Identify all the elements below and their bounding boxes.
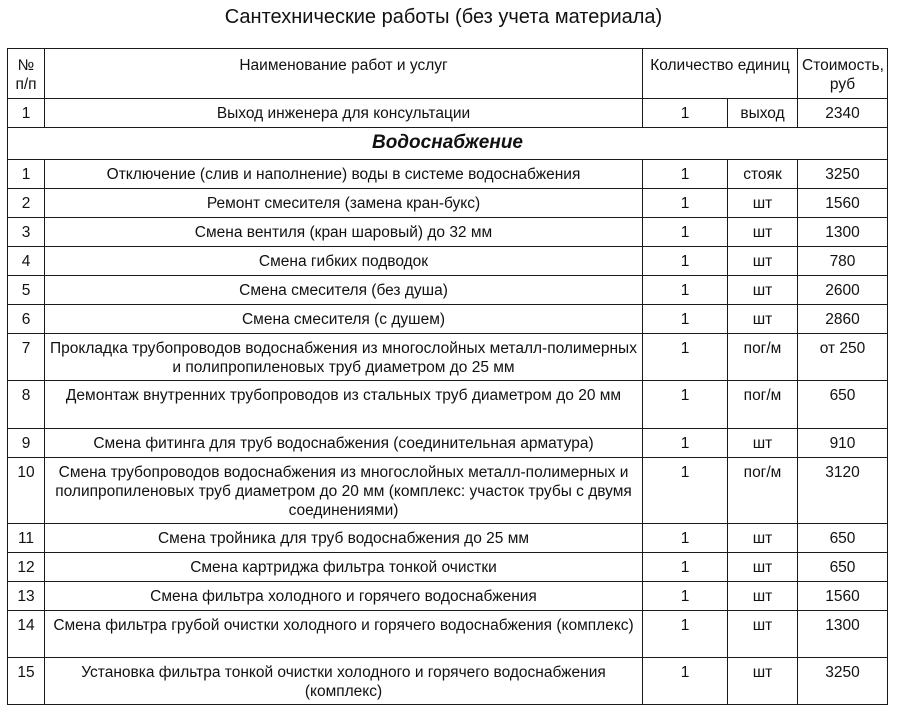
row-num: 2 <box>8 189 45 218</box>
table-row <box>8 247 888 276</box>
row-qty: 1 <box>643 218 728 247</box>
table-row <box>8 218 888 247</box>
row-qty: 1 <box>643 160 728 189</box>
row-unit: выход <box>728 99 798 128</box>
row-price: 3250 <box>798 160 888 189</box>
row-num: 3 <box>8 218 45 247</box>
row-name: Смена фильтра холодного и горячего водоснабжения <box>45 582 643 611</box>
row-qty: 1 <box>643 658 728 705</box>
row-num: 5 <box>8 276 45 305</box>
row-qty: 1 <box>643 99 728 128</box>
row-price: 1560 <box>798 189 888 218</box>
row-unit: шт <box>728 189 798 218</box>
row-qty: 1 <box>643 334 728 381</box>
price-table <box>7 48 888 705</box>
table-row <box>8 305 888 334</box>
row-price: 780 <box>798 247 888 276</box>
row-num: 1 <box>8 99 45 128</box>
row-name: Прокладка трубопроводов водоснабжения из многослойных металл-полимерных и полипропиленовых труб диаметром до 25 мм <box>45 334 643 381</box>
row-price: от 250 <box>798 334 888 381</box>
row-name: Смена трубопроводов водоснабжения из многослойных металл-полимерных и полипропиленовых труб диаметром до 20 мм (комплекс: участок трубы с двумя соединениями) <box>45 458 643 524</box>
row-num: 4 <box>8 247 45 276</box>
table-row <box>8 334 888 381</box>
row-price: 3120 <box>798 458 888 524</box>
row-num: 13 <box>8 582 45 611</box>
row-qty: 1 <box>643 381 728 429</box>
row-qty: 1 <box>643 458 728 524</box>
row-unit: шт <box>728 524 798 553</box>
header-name: Наименование работ и услуг <box>45 49 643 99</box>
row-name: Смена картриджа фильтра тонкой очистки <box>45 553 643 582</box>
row-name: Смена смесителя (с душем) <box>45 305 643 334</box>
row-qty: 1 <box>643 305 728 334</box>
page-title: Сантехнические работы (без учета материала) <box>224 6 663 28</box>
row-price: 650 <box>798 524 888 553</box>
row-price: 650 <box>798 381 888 429</box>
row-qty: 1 <box>643 611 728 658</box>
row-price: 2340 <box>798 99 888 128</box>
row-price: 2860 <box>798 305 888 334</box>
table-row <box>8 99 888 128</box>
row-unit: шт <box>728 553 798 582</box>
row-unit: пог/м <box>728 458 798 524</box>
row-unit: шт <box>728 429 798 458</box>
row-num: 7 <box>8 334 45 381</box>
row-qty: 1 <box>643 524 728 553</box>
row-num: 1 <box>8 160 45 189</box>
row-unit: шт <box>728 218 798 247</box>
row-num: 9 <box>8 429 45 458</box>
row-name: Смена тройника для труб водоснабжения до 25 мм <box>45 524 643 553</box>
row-name: Установка фильтра тонкой очистки холодного и горячего водоснабжения (комплекс) <box>45 658 643 705</box>
row-num: 12 <box>8 553 45 582</box>
table-row <box>8 658 888 705</box>
row-qty: 1 <box>643 189 728 218</box>
row-name: Смена вентиля (кран шаровый) до 32 мм <box>45 218 643 247</box>
row-name: Смена фильтра грубой очистки холодного и горячего водоснабжения (комплекс) <box>45 611 643 658</box>
row-unit: пог/м <box>728 334 798 381</box>
row-unit: шт <box>728 582 798 611</box>
table-header-row <box>8 49 888 99</box>
row-num: 8 <box>8 381 45 429</box>
row-qty: 1 <box>643 429 728 458</box>
header-num: № п/п <box>8 49 45 99</box>
row-name: Отключение (слив и наполнение) воды в системе водоснабжения <box>45 160 643 189</box>
row-name: Ремонт смесителя (замена кран-букс) <box>45 189 643 218</box>
header-qty: Количество единиц <box>643 49 798 99</box>
row-num: 14 <box>8 611 45 658</box>
price-table-body <box>8 49 888 705</box>
row-unit: шт <box>728 658 798 705</box>
row-name: Демонтаж внутренних трубопроводов из стальных труб диаметром до 20 мм <box>45 381 643 429</box>
row-name: Смена гибких подводок <box>45 247 643 276</box>
row-name: Смена фитинга для труб водоснабжения (соединительная арматура) <box>45 429 643 458</box>
row-unit: пог/м <box>728 381 798 429</box>
row-qty: 1 <box>643 276 728 305</box>
row-num: 15 <box>8 658 45 705</box>
row-name: Выход инженера для консультации <box>45 99 643 128</box>
table-row <box>8 524 888 553</box>
row-unit: шт <box>728 611 798 658</box>
section-row <box>8 128 888 160</box>
row-unit: шт <box>728 247 798 276</box>
row-price: 2600 <box>798 276 888 305</box>
row-unit: шт <box>728 305 798 334</box>
table-row <box>8 429 888 458</box>
row-qty: 1 <box>643 553 728 582</box>
row-price: 910 <box>798 429 888 458</box>
table-row <box>8 582 888 611</box>
table-row <box>8 160 888 189</box>
row-price: 1300 <box>798 218 888 247</box>
row-name: Смена смесителя (без душа) <box>45 276 643 305</box>
row-num: 11 <box>8 524 45 553</box>
row-unit: шт <box>728 276 798 305</box>
table-row <box>8 553 888 582</box>
table-row <box>8 189 888 218</box>
row-price: 1560 <box>798 582 888 611</box>
row-price: 3250 <box>798 658 888 705</box>
row-unit: стояк <box>728 160 798 189</box>
row-qty: 1 <box>643 582 728 611</box>
row-num: 6 <box>8 305 45 334</box>
table-row <box>8 611 888 658</box>
section-title: Водоснабжение <box>8 128 888 160</box>
row-price: 650 <box>798 553 888 582</box>
row-price: 1300 <box>798 611 888 658</box>
row-qty: 1 <box>643 247 728 276</box>
table-row <box>8 381 888 429</box>
table-row <box>8 276 888 305</box>
header-price: Стоимость, руб <box>798 49 888 99</box>
table-row <box>8 458 888 524</box>
row-num: 10 <box>8 458 45 524</box>
